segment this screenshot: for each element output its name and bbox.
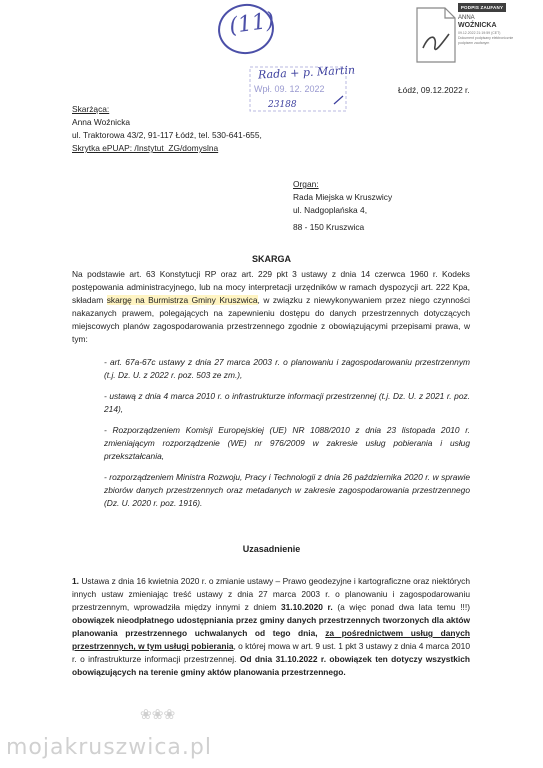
legal-basis-item: - art. 67a-67c ustawy z dnia 27 marca 2003 r. o planowaniu i zagospodarowaniu przestrzennym (t.j. Dz. U. z 2022 r. poz. 503 ze zm.), xyxy=(104,357,470,380)
legal-basis-list xyxy=(104,356,470,510)
circle-stamp-text: (11) xyxy=(227,8,277,40)
complainant-label: Skarżąca: xyxy=(72,104,110,114)
legal-basis-item: - Rozporządzeniem Komisji Europejskiej (UE) NR 1088/2010 z dnia 23 listopada 2010 r. zmieniającym rozporządzenie (WE) nr 976/2009 w zakresie usług pobierania i usług przekształcania, xyxy=(104,425,470,461)
circle-stamp xyxy=(215,0,277,57)
complainant-epuap: Skrytka ePUAP: /Instytut_ZG/domyslna xyxy=(72,143,219,153)
justification-title: Uzasadnienie xyxy=(242,544,301,554)
organ-city: 88 - 150 Kruszwica xyxy=(293,222,365,232)
legal-basis-item: - ustawą z dnia 4 marca 2010 r. o infrastrukturze informacji przestrzennej (t.j. Dz. U. z 2021 r. poz. 214), xyxy=(104,391,470,414)
intro-paragraph: Na podstawie art. 63 Konstytucji RP oraz art. 229 pkt 3 ustawy z dnia 14 czerwca 1960 r. Kodeks postępowania administracyjnego, lub na mocy interpretacji urzędników w ramach dyspozycji art. 222 Kpa, składam skargę na Burmistrza Gminy Kruszwica, w związku z niewykonywaniem przez niego czynności nakazanych prawem, polegających na zapewnieniu dostępu do danych przestrzennych dotyczących miejscowych planów zagospodarowania przestrzennego zgodnie z obowiązującymi przepisami prawa, w tym: xyxy=(72,269,471,344)
complaint-subject-highlight: skargę na Burmistrza Gminy Kruszwica xyxy=(106,295,258,305)
document-title: SKARGA xyxy=(251,254,291,264)
justification-paragraph: 1. Ustawa z dnia 16 kwietnia 2020 r. o zmianie ustawy – Prawo geodezyjne i kartograficzne oraz niektórych innych ustaw zmieniając treść ustawy z dnia 27 marca 2003 r. o planowaniu i zagospodarowaniu przestrzennym, wprowadziła między innymi z dniem 31.10.2020 r. (a więc ponad dwa lata temu !!!) obowiązek nieodpłatnego udostępniania przez gminy danych przestrzennych tworzonych dla aktów planowania przestrzennego uchwalanych od tego dnia, za pośrednictwem usług danych przestrzennych, w tym usługi pobierania, o której mowa w art. 9 ust. 1 pkt 3 ustawy z dnia 4 marca 2010 r. o infrastrukturze informacji przestrzennej. Od dnia 31.10.2022 r. obowiązek ten dotyczy wszystkich obowiązujących na terenie gminy aktów planowania przestrzennego. xyxy=(72,576,470,677)
registry-stamp-handwriting: Rada + p. Martin xyxy=(257,63,356,82)
signature-details: 09.12.2022 21:19:59 (CET) Dokument podpisany elektronicznie podpisem zaufanym xyxy=(458,31,514,45)
watermark: mojakruszwica.pl xyxy=(6,735,212,760)
document-date: Łódź, 09.12.2022 r. xyxy=(398,85,470,95)
organ-block xyxy=(293,178,392,234)
watermark-logo-icon: ❀❀❀ xyxy=(140,706,176,722)
signature-badge: PODPIS ZAUFANY xyxy=(458,3,506,12)
registry-stamp-number: 23188 xyxy=(268,100,297,110)
signature-name-last: WOŹNICKA xyxy=(458,22,497,29)
organ-name: Rada Miejska w Kruszwicy xyxy=(293,192,393,202)
complainant-block xyxy=(72,103,262,155)
legal-basis-item: - rozporządzeniem Ministra Rozwoju, Pracy i Technologii z dnia 26 października 2020 r. w sprawie zbiorów danych przestrzennych oraz metadanych w zakresie zagospodarowania przestrzennego (Dz. U. 2020 r. poz. 1916). xyxy=(104,472,470,508)
registry-stamp-date: Wpł. 09. 12. 2022 xyxy=(254,84,325,94)
signature-name-first: ANNA xyxy=(458,15,475,21)
organ-street: ul. Nadgoplańska 4, xyxy=(293,205,368,215)
complainant-name: Anna Woźnicka xyxy=(72,117,131,127)
complainant-address: ul. Traktorowa 43/2, 91-117 Łódź, tel. 530-641-655, xyxy=(72,130,262,140)
organ-label: Organ: xyxy=(293,179,319,189)
